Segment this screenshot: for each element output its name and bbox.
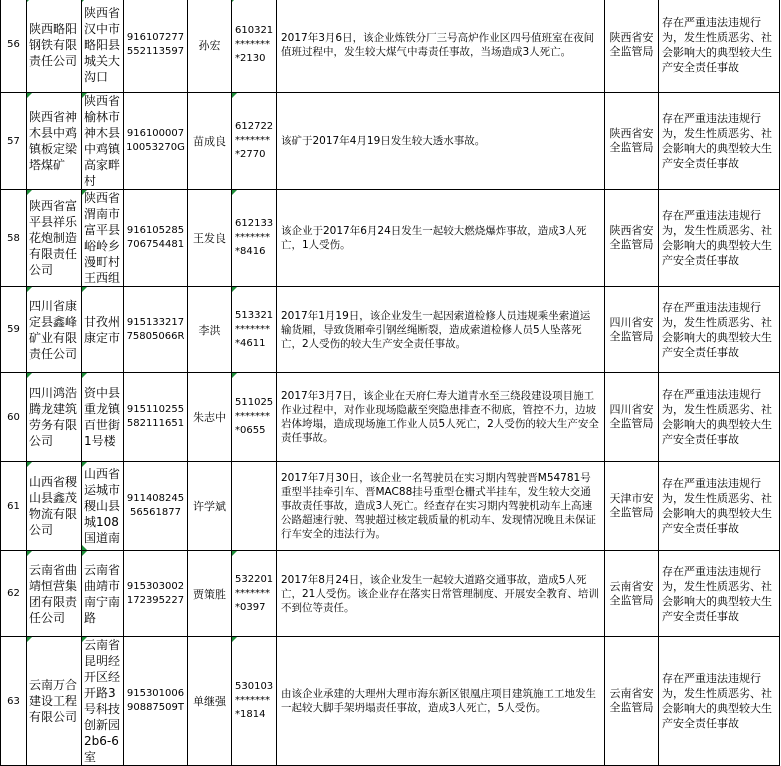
company-name: 四川省康定县鑫峰矿业有限责任公司 xyxy=(27,287,82,373)
listing-reason: 存在严重违法违规行为，发生性质恶劣、社会影响大的典型较大生产安全责任事故 xyxy=(659,190,780,287)
legal-representative: 贾策胜 xyxy=(188,551,232,637)
credit-code: 91610000710053270G xyxy=(124,93,188,190)
company-address: 陕西省渭南市富平县峪岭乡漫町村王西组 xyxy=(82,190,124,287)
row-seq: 59 xyxy=(1,287,27,373)
violation-description: 由该企业承建的大理州大理市海东新区银凰庄项目建筑施工工地发生一起较大脚手架坍塌责任事故，造成3人死亡，5人受伤。 xyxy=(277,637,605,766)
violation-description: 2017年3月7日，该企业在天府仁寿大道青水至三绕段建设项目施工作业过程中，对作业现场隐蔽至突隐患排查不彻底，管控不力，边坡岩体垮塌，造成现场施工作业人员5人死亡，2人受伤的较大生产安全责任事故。 xyxy=(277,373,605,462)
legal-representative: 朱志中 xyxy=(188,373,232,462)
reporting-authority: 陕西省安全监管局 xyxy=(605,190,659,287)
row-seq: 61 xyxy=(1,462,27,551)
table-row xyxy=(1,462,780,551)
listing-reason: 存在严重违法违规行为，发生性质恶劣、社会影响大的典型较大生产安全责任事故 xyxy=(659,551,780,637)
company-address: 甘孜州康定市 xyxy=(82,287,124,373)
legal-representative: 孙宏 xyxy=(188,0,232,93)
id-number: 612722********2770 xyxy=(232,93,277,190)
company-address: 陕西省汉中市略阳县城关大沟口 xyxy=(82,0,124,93)
id-number: 511025********0655 xyxy=(232,373,277,462)
company-name: 陕西省富平县祥乐花炮制造有限责任公司 xyxy=(27,190,82,287)
row-seq: 56 xyxy=(1,0,27,93)
id-number: 532201********0397 xyxy=(232,551,277,637)
credit-code: 91140824556561877 xyxy=(124,462,188,551)
company-name: 四川鸿浩腾龙建筑劳务有限公司 xyxy=(27,373,82,462)
id-number: 610321********2130 xyxy=(232,0,277,93)
table-row xyxy=(1,287,780,373)
credit-code: 91530100690887509T xyxy=(124,637,188,766)
legal-representative: 李洪 xyxy=(188,287,232,373)
id-number: 513321********4611 xyxy=(232,287,277,373)
listing-reason: 存在严重违法违规行为，发生性质恶劣、社会影响大的典型较大生产安全责任事故 xyxy=(659,0,780,93)
credit-code: 915110255582111651 xyxy=(124,373,188,462)
table-row xyxy=(1,190,780,287)
id-number: 530103********1814 xyxy=(232,637,277,766)
reporting-authority: 四川省安全监管局 xyxy=(605,287,659,373)
id-number: 612133********8416 xyxy=(232,190,277,287)
table-row xyxy=(1,637,780,766)
reporting-authority: 云南省安全监管局 xyxy=(605,551,659,637)
row-seq: 58 xyxy=(1,190,27,287)
company-address: 山西省运城市稷山县城108国道南 xyxy=(82,462,124,551)
company-name: 云南省曲靖恒营集团有限责任公司 xyxy=(27,551,82,637)
credit-code: 916105285706754481 xyxy=(124,190,188,287)
table-row xyxy=(1,373,780,462)
company-name: 云南万合建设工程有限公司 xyxy=(27,637,82,766)
violation-description: 该企业于2017年6月24日发生一起较大燃烧爆炸事故，造成3人死亡，1人受伤。 xyxy=(277,190,605,287)
listing-reason: 存在严重违法违规行为，发生性质恶劣、社会影响大的典型较大生产安全责任事故 xyxy=(659,637,780,766)
id-number xyxy=(232,462,277,551)
row-seq: 62 xyxy=(1,551,27,637)
listing-reason: 存在严重违法违规行为，发生性质恶劣、社会影响大的典型较大生产安全责任事故 xyxy=(659,287,780,373)
listing-reason: 存在严重违法违规行为，发生性质恶劣、社会影响大的典型较大生产安全责任事故 xyxy=(659,93,780,190)
company-address: 陕西省榆林市神木县中鸡镇高家畔村 xyxy=(82,93,124,190)
reporting-authority: 陕西省安全监管局 xyxy=(605,0,659,93)
row-seq: 57 xyxy=(1,93,27,190)
table-row xyxy=(1,93,780,190)
company-name: 山西省稷山县鑫茂物流有限公司 xyxy=(27,462,82,551)
reporting-authority: 云南省安全监管局 xyxy=(605,637,659,766)
row-seq: 60 xyxy=(1,373,27,462)
reporting-authority: 天津市安全监管局 xyxy=(605,462,659,551)
violation-description: 2017年8月24日，该企业发生一起较大道路交通事故，造成5人死亡，21人受伤。该企业存在落实日常管理制度、开展安全教育、培训不到位等责任。 xyxy=(277,551,605,637)
company-address: 云南省曲靖市南宁南路 xyxy=(82,551,124,637)
credit-code: 916107277552113597 xyxy=(124,0,188,93)
table-row xyxy=(1,551,780,637)
listing-reason: 存在严重违法违规行为，发生性质恶劣、社会影响大的典型较大生产安全责任事故 xyxy=(659,373,780,462)
legal-representative: 单继强 xyxy=(188,637,232,766)
violation-description: 该矿于2017年4月19日发生较大透水事故。 xyxy=(277,93,605,190)
legal-representative: 苗成良 xyxy=(188,93,232,190)
violation-description: 2017年1月19日，该企业发生一起因索道检修人员违规乘坐索道运输货厢，导致货厢牵引钢丝绳断裂，造成索道检修人员5人坠落死亡，2人受伤的较大生产安全责任事故。 xyxy=(277,287,605,373)
violation-description: 2017年7月30日，该企业一名驾驶员在实习期内驾驶晋M54781号重型半挂牵引车、晋MAC88挂号重型仓栅式半挂车，发生较大交通事故责任事故，造成3人死亡。经查存在实习期内驾驶机动车上高速公路超速行驶、驾驶超过核定载质量的机动车、发现情况晚且未保证行车安全的违法行为。 xyxy=(277,462,605,551)
company-name: 陕西略阳钢铁有限责任公司 xyxy=(27,0,82,93)
reporting-authority: 四川省安全监管局 xyxy=(605,373,659,462)
credit-code: 91513321775805066R xyxy=(124,287,188,373)
reporting-authority: 陕西省安全监管局 xyxy=(605,93,659,190)
row-seq: 63 xyxy=(1,637,27,766)
company-address: 云南省昆明经开区经开路3号科技创新园2b6-6室 xyxy=(82,637,124,766)
violation-description: 2017年3月6日，该企业炼铁分厂三号高炉作业区四号值班室在夜间值班过程中，发生较大煤气中毒责任事故，当场造成3人死亡。 xyxy=(277,0,605,93)
credit-code: 915303002172395227 xyxy=(124,551,188,637)
legal-representative: 许学斌 xyxy=(188,462,232,551)
company-name: 陕西省神木县中鸡镇板定梁塔煤矿 xyxy=(27,93,82,190)
company-address: 资中县重龙镇百世街1号楼 xyxy=(82,373,124,462)
listing-reason: 存在严重违法违规行为，发生性质恶劣、社会影响大的典型较大生产安全责任事故 xyxy=(659,462,780,551)
legal-representative: 王发良 xyxy=(188,190,232,287)
table-row xyxy=(1,0,780,93)
